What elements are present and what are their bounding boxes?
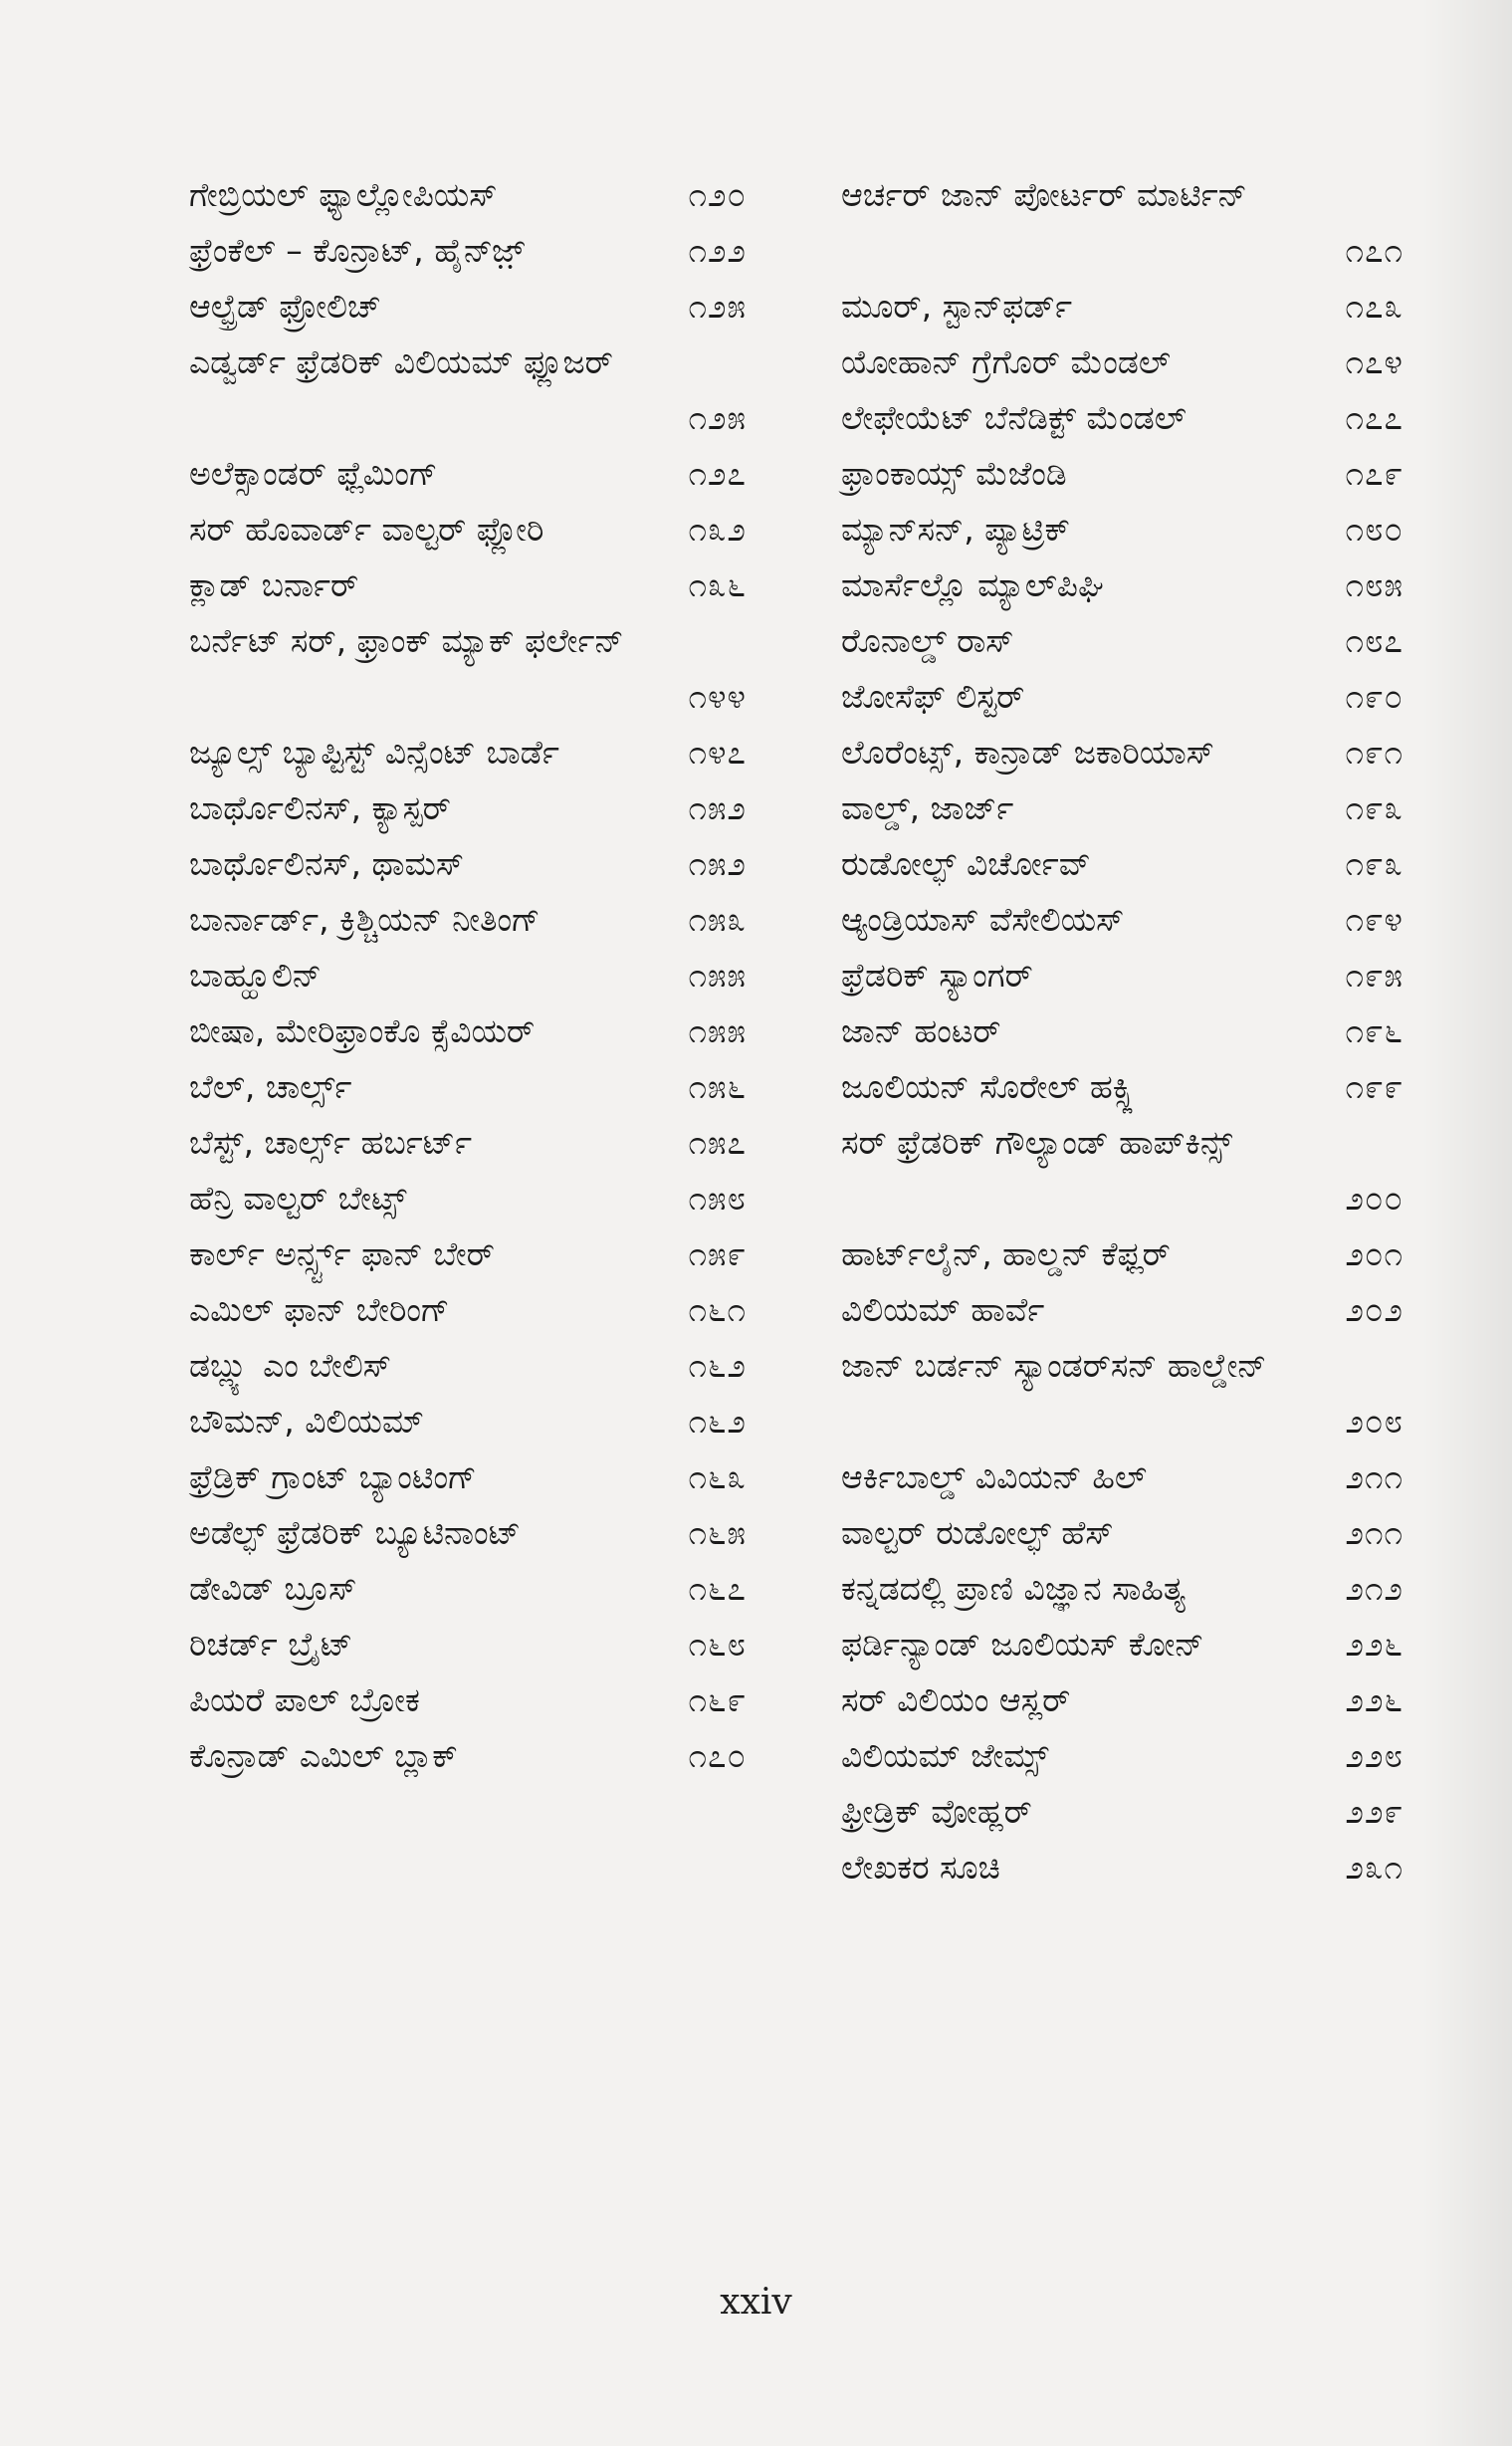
entry-name: ಲೇಖಕರ ಸೂಚಿ — [841, 1848, 1000, 1887]
index-entry — [841, 334, 1404, 390]
index-entry — [189, 1282, 747, 1338]
entry-name: ಸರ್ ಫ್ರೆಡರಿಕ್ ಗೌಲ್ಯಾಂಡ್ ಹಾಪ್‌ಕಿನ್ಸ್ — [841, 1123, 1233, 1162]
entry-page-number: ೧೬೧ — [688, 1290, 747, 1329]
index-entry — [841, 1672, 1404, 1728]
index-entry — [841, 446, 1404, 502]
entry-page-number: ೧೨೦ — [688, 175, 747, 214]
entry-page-number: ೧೫೩ — [688, 900, 747, 939]
entry-page-number: ೧೭೭ — [1345, 398, 1404, 437]
entry-name: ಫ್ರೆಂಕೆಲ್ – ಕೊನ್ರಾಟ್, ಹೈನ್ಜ಼್ — [189, 231, 525, 270]
index-entry — [841, 1617, 1404, 1672]
entry-name: ಅಲೆಕ್ಸಾಂಡರ್ ಫ್ಲೆಮಿಂಗ್ — [189, 454, 438, 493]
index-entry — [841, 1226, 1404, 1282]
entry-page-number: ೧೯೩ — [1345, 844, 1404, 883]
entry-page-number: ೧೭೩ — [1345, 287, 1404, 326]
entry-name: ರೊನಾಲ್ಡ್ ರಾಸ್ — [841, 621, 1014, 660]
index-entry — [189, 1226, 747, 1282]
entry-page-number: ೧೪೪ — [688, 677, 747, 716]
entry-page-number: ೨೧೧ — [1345, 1457, 1404, 1496]
entry-name: ಲೊರೆಂಟ್ಸ್, ಕಾನ್ರಾಡ್ ಜಕಾರಿಯಾಸ್ — [841, 733, 1214, 772]
entry-name: ಬೆಸ್ಟ್, ಚಾರ್ಲ್ಸ್ ಹರ್ಬರ್ಟ್ — [189, 1123, 473, 1162]
entry-name: ಎಮಿಲ್ ಫಾನ್ ಬೇರಿಂಗ್ — [189, 1290, 450, 1329]
entry-name: ಗೇಬ್ರಿಯಲ್ ಫ್ಯಾಲ್ಲೋಪಿಯಸ್ — [189, 175, 498, 214]
index-entry — [841, 1561, 1404, 1617]
entry-page-number: ೨೧೨ — [1345, 1569, 1404, 1608]
index-entry — [189, 725, 747, 780]
entry-name: ವಿಲಿಯಮ್ ಜೇಮ್ಸ್ — [841, 1736, 1049, 1775]
entry-name: ಬಾಹ್ಹೂಲಿನ್ — [189, 956, 322, 995]
entry-page-number: ೧೨೨ — [688, 231, 747, 270]
entry-page-number: ೧೯೫ — [1345, 956, 1404, 995]
entry-name: ಫ್ರೀಡ್ರಿಕ್ ವೋಹ್ಲರ್ — [841, 1792, 1032, 1831]
entry-name: ಬಾರ್ನಾರ್ಡ್, ಕ್ರಿಶ್ಚಿಯನ್ ನೀತಿಂಗ್ — [189, 900, 540, 939]
index-entry — [841, 613, 1404, 669]
entry-page-number: ೧೩೬ — [688, 565, 747, 604]
entry-name: ಜ್ಯೂಲ್ಸ್ ಬ್ಯಾಪ್ಟಿಸ್ಟ್ ವಿನ್ಸೆಂಟ್ ಬಾರ್ಡೆ — [189, 733, 560, 772]
index-entry — [841, 502, 1404, 557]
index-entry — [189, 223, 747, 279]
entry-name: ಫ್ರೆಡರಿಕ್ ಸ್ಯಾಂಗರ್ — [841, 956, 1033, 995]
entry-page-number: ೧೯೦ — [1345, 677, 1404, 716]
entry-name: ಹಾರ್ಟ್‌ಲೈನ್, ಹಾಲ್ಡನ್ ಕೆಫ್ಲರ್ — [841, 1234, 1171, 1273]
entry-page-number: ೧೬೮ — [688, 1625, 747, 1664]
entry-page-number: ೧೯೩ — [1345, 788, 1404, 827]
entry-name: ಯೋಹಾನ್ ಗ್ರೆಗೊರ್ ಮೆಂಡಲ್ — [841, 342, 1171, 381]
entry-name: ಮ್ಯಾನ್‌ಸನ್, ಪ್ಯಾಟ್ರಿಕ್ — [841, 510, 1071, 549]
entry-page-number: ೧೯೪ — [1345, 900, 1404, 939]
entry-page-number: ೨೨೮ — [1345, 1736, 1404, 1775]
index-entry — [189, 1672, 747, 1728]
index-entry — [189, 1561, 747, 1617]
entry-name: ಆ್ಯಂಡ್ರಿಯಾಸ್ ವೆಸೇಲಿಯಸ್ — [841, 900, 1125, 939]
index-entry — [841, 279, 1404, 334]
entry-page-number: ೧೨೭ — [688, 454, 747, 493]
index-entry — [189, 1338, 747, 1394]
entry-page-number: ೨೦೦ — [1345, 1179, 1404, 1218]
entry-page-number: ೧೮೫ — [1345, 565, 1404, 604]
index-entry — [189, 1728, 747, 1784]
index-entry — [841, 780, 1404, 836]
entry-page-number: ೧೫೨ — [688, 788, 747, 827]
index-entry — [841, 892, 1404, 948]
entry-name: ರಿಚರ್ಡ್ ಬ್ರೈಟ್ — [189, 1625, 353, 1664]
entry-name: ಆಲ್ಫ್ರೆಡ್ ಫ್ರೋಲಿಚ್ — [189, 287, 381, 326]
index-entry — [189, 1505, 747, 1561]
entry-page-number: ೧೫೫ — [688, 1011, 747, 1050]
entry-name: ಜಾನ್ ಹಂಟರ್ — [841, 1011, 1001, 1050]
entry-name: ಮಾರ್ಸೆಲ್ಲೊ ಮ್ಯಾಲ್‌ಪಿಘಿ — [841, 565, 1104, 604]
entry-page-number: ೧೯೯ — [1345, 1067, 1404, 1106]
index-entry — [189, 1059, 747, 1115]
index-column-right — [841, 167, 1404, 1895]
entry-name: ಫ್ರಾಂಕಾಯ್ಸ್ ಮೆಜೆಂಡಿ — [841, 454, 1067, 493]
entry-name: ವಾಲ್ಡ್, ಜಾರ್ಜ್ — [841, 788, 1014, 827]
index-entry — [189, 446, 747, 502]
entry-page-number: ೧೨೫ — [688, 287, 747, 326]
entry-page-number: ೨೦೧ — [1345, 1234, 1404, 1273]
entry-page-number: ೧೫೮ — [688, 1179, 747, 1218]
index-entry — [841, 1059, 1404, 1115]
index-entry — [841, 1784, 1404, 1840]
index-entry — [841, 669, 1404, 725]
entry-page-number: ೨೦೮ — [1345, 1402, 1404, 1441]
entry-page-number: ೨೨೬ — [1345, 1625, 1404, 1664]
entry-name: ಬೆಲ್, ಚಾರ್ಲ್ಸ್ — [189, 1067, 352, 1106]
entry-name: ಮೂರ್, ಸ್ಟಾನ್‌ಫರ್ಡ್ — [841, 287, 1073, 326]
entry-name: ರುಡೋಲ್ಫ್ ವಿರ್ಚೋವ್ — [841, 844, 1091, 883]
entry-page-number: ೧೭೯ — [1345, 454, 1404, 493]
entry-name: ಬಾರ್ಥೊಲಿನಸ್, ಕ್ಯಾಸ್ಪರ್ — [189, 788, 451, 827]
entry-name: ಹೆನ್ರಿ ವಾಲ್ಟರ್ ಬೇಟ್ಸ್ — [189, 1179, 407, 1218]
entry-page-number: ೧೮೦ — [1345, 510, 1404, 549]
entry-page-number: ೧೭೪ — [1345, 342, 1404, 381]
index-entry — [189, 279, 747, 334]
entry-page-number: ೧೫೭ — [688, 1123, 747, 1162]
entry-page-number: ೧೬೫ — [688, 1513, 747, 1552]
entry-name: ಬೌಮನ್, ವಿಲಿಯಮ್ — [189, 1402, 424, 1441]
entry-name: ಜೋಸೆಫ್ ಲಿಸ್ಟರ್ — [841, 677, 1025, 716]
entry-page-number: ೧೫೬ — [688, 1067, 747, 1106]
entry-page-number: ೨೨೬ — [1345, 1680, 1404, 1719]
entry-name: ವಿಲಿಯಮ್ ಹಾರ್ವೆ — [841, 1290, 1045, 1329]
entry-name: ಡೇವಿಡ್ ಬ್ರೂಸ್ — [189, 1569, 357, 1608]
entry-name: ವಾಲ್ಟರ್ ರುಡೋಲ್ಫ್ ಹೆಸ್ — [841, 1513, 1114, 1552]
entry-page-number: ೧೭೦ — [688, 1736, 747, 1775]
index-entry — [841, 1728, 1404, 1784]
entry-name: ಬರ್ನೆಟ್ ಸರ್, ಫ್ರಾಂಕ್ ಮ್ಯಾಕ್ ಫರ್ಲೇನ್ — [189, 621, 624, 660]
index-entry — [841, 1003, 1404, 1059]
page-edge-shadow — [1422, 0, 1512, 2446]
index-entry — [189, 557, 747, 613]
index-entry — [189, 334, 747, 446]
entry-page-number: ೧೩೨ — [688, 510, 747, 549]
entry-name: ಡಬ್ಲ್ಯು ಎಂ ಬೇಲಿಸ್ — [189, 1346, 392, 1385]
entry-name: ಕನ್ನಡದಲ್ಲಿ ಪ್ರಾಣಿ ವಿಜ್ಞಾನ ಸಾಹಿತ್ಯ — [841, 1569, 1186, 1608]
entry-name: ಸರ್ ಹೊವಾರ್ಡ್ ವಾಲ್ಟರ್ ಫ್ಲೋರಿ — [189, 510, 544, 549]
entry-page-number: ೧೮೭ — [1345, 621, 1404, 660]
index-entry — [841, 390, 1404, 446]
index-entry — [189, 1171, 747, 1226]
entry-page-number: ೧೬೯ — [688, 1680, 747, 1719]
index-entry — [189, 1115, 747, 1171]
index-entry — [841, 1282, 1404, 1338]
entry-name: ಎಡ್ವರ್ಡ್ ಫ್ರೆಡರಿಕ್ ವಿಲಿಯಮ್ ಫ್ಲೂಜರ್ — [189, 342, 613, 381]
index-entry — [189, 167, 747, 223]
index-entry — [189, 613, 747, 725]
page-folio: xxiv — [720, 2282, 792, 2323]
index-entry — [189, 892, 747, 948]
index-entry — [189, 1617, 747, 1672]
index-entry — [841, 167, 1404, 279]
entry-page-number: ೧೯೧ — [1345, 733, 1404, 772]
index-entry — [189, 948, 747, 1003]
entry-name: ಕ್ಲಾಡ್ ಬರ್ನಾರ್ — [189, 565, 359, 604]
entry-page-number: ೧೯೬ — [1345, 1011, 1404, 1050]
entry-name: ಆರ್ಕಿಬಾಲ್ಡ್ ವಿವಿಯನ್ ಹಿಲ್ — [841, 1457, 1147, 1496]
entry-name: ಬೀಷಾ, ಮೇರಿಫ್ರಾಂಕೊ ಕ್ಸೆವಿಯರ್ — [189, 1011, 536, 1050]
index-entry — [841, 836, 1404, 892]
entry-page-number: ೧೭೧ — [1345, 231, 1404, 270]
entry-page-number: ೧೫೯ — [688, 1234, 747, 1273]
entry-name: ಪಿಯರೆ ಪಾಲ್ ಬ್ರೋಕ — [189, 1680, 420, 1719]
entry-name: ಫರ್ಡಿನ್ಯಾಂಡ್ ಜೂಲಿಯಸ್ ಕೋನ್ — [841, 1625, 1204, 1664]
entry-name: ಲೇಫೇಯೆಟ್ ಬೆನೆಡಿಕ್ಟ್ ಮೆಂಡಲ್ — [841, 398, 1187, 437]
index-entry — [189, 502, 747, 557]
entry-name: ಬಾರ್ಥೊಲಿನಸ್, ಥಾಮಸ್ — [189, 844, 465, 883]
entry-page-number: ೧೬೩ — [688, 1457, 747, 1496]
entry-page-number: ೧೫೨ — [688, 844, 747, 883]
entry-page-number: ೧೬೨ — [688, 1402, 747, 1441]
index-column-left — [189, 167, 747, 1784]
entry-name: ಜಾನ್ ಬರ್ಡನ್ ಸ್ಯಾಂಡರ್‌ಸನ್ ಹಾಲ್ಡೇನ್ — [841, 1346, 1267, 1385]
index-entry — [189, 780, 747, 836]
entry-page-number: ೨೨೯ — [1345, 1792, 1404, 1831]
entry-name: ಜೂಲಿಯನ್ ಸೊರೇಲ್ ಹಕ್ಸ್ಲಿ — [841, 1067, 1137, 1106]
entry-page-number: ೧೫೫ — [688, 956, 747, 995]
index-entry — [841, 1840, 1404, 1895]
index-entry — [189, 1394, 747, 1449]
entry-name: ಸರ್ ವಿಲಿಯಂ ಆಸ್ಲರ್ — [841, 1680, 1071, 1719]
entry-page-number: ೨೧೧ — [1345, 1513, 1404, 1552]
index-entry — [841, 1505, 1404, 1561]
index-entry — [841, 1115, 1404, 1226]
entry-name: ಕಾರ್ಲ್ ಅರ್ನ್ಸ್ಟ್ ಫಾನ್ ಬೇರ್ — [189, 1234, 495, 1273]
entry-name: ಅಡೆಲ್ಫ್ ಫ್ರೆಡರಿಕ್ ಬ್ಯೂಟಿನಾಂಟ್ — [189, 1513, 521, 1552]
index-entry — [189, 1003, 747, 1059]
index-entry — [841, 1449, 1404, 1505]
entry-page-number: ೧೬೭ — [688, 1569, 747, 1608]
index-entry — [189, 836, 747, 892]
index-entry — [841, 1338, 1404, 1449]
entry-name: ಕೊನ್ರಾಡ್ ಎಮಿಲ್ ಬ್ಲಾಕ್ — [189, 1736, 458, 1775]
entry-page-number: ೧೨೫ — [688, 398, 747, 437]
entry-page-number: ೨೩೧ — [1345, 1848, 1404, 1887]
index-entry — [841, 725, 1404, 780]
entry-page-number: ೧೪೭ — [688, 733, 747, 772]
index-entry — [841, 557, 1404, 613]
entry-page-number: ೨೦೨ — [1345, 1290, 1404, 1329]
index-entry — [841, 948, 1404, 1003]
index-entry — [189, 1449, 747, 1505]
entry-page-number: ೧೬೨ — [688, 1346, 747, 1385]
entry-name: ಆರ್ಚರ್ ಜಾನ್ ಪೋರ್ಟರ್ ಮಾರ್ಟಿನ್ — [841, 175, 1247, 214]
entry-name: ಫ್ರೆಡ್ರಿಕ್ ಗ್ರಾಂಟ್ ಬ್ಯಾಂಟಿಂಗ್ — [189, 1457, 477, 1496]
